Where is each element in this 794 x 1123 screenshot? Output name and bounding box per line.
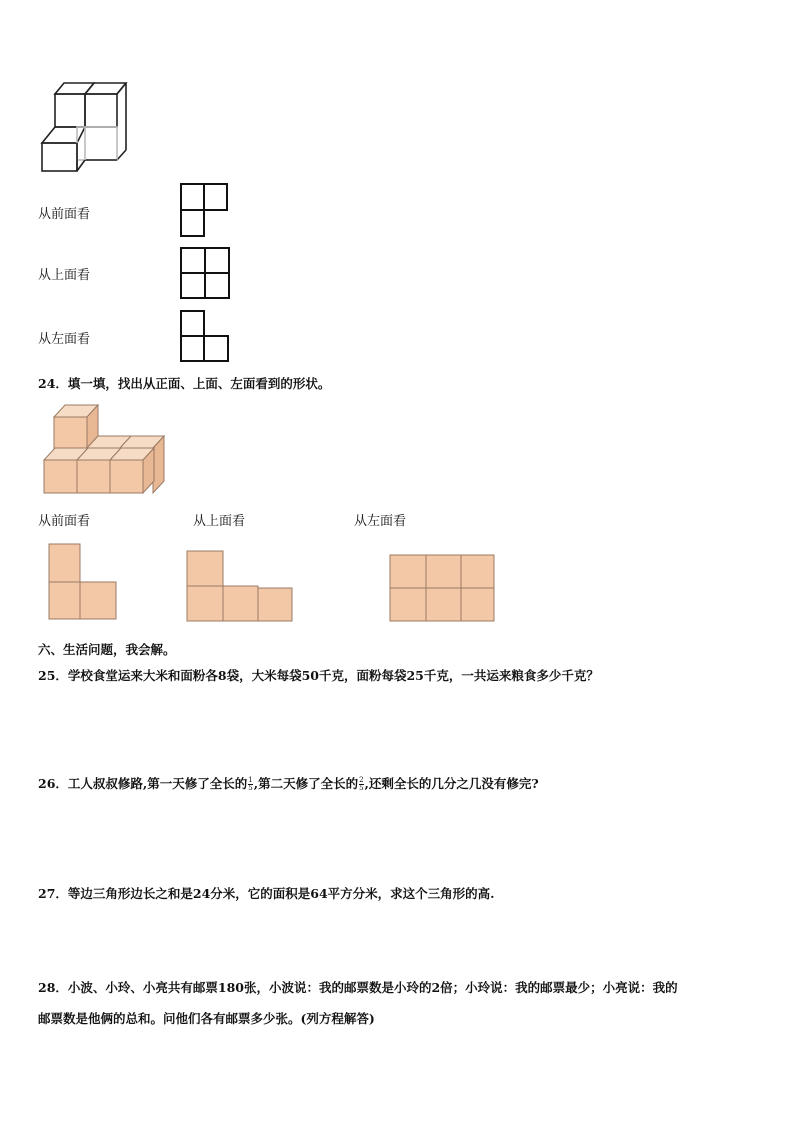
q26-part1: 26．工人叔叔修路,第一天修了全长的 [38,776,248,791]
view-label-top: 从上面看 [38,268,91,283]
question-26 [38,774,539,792]
question-28-line-2: 邮票数是他俩的总和。问他们各有邮票多少张。(列方程解答) [38,1011,375,1026]
section-6-title: 六、生活问题，我会解。 [38,642,176,657]
q26-part2: ,第二天修了全长的 [253,776,359,791]
q26-part3: ,还剩全长的几分之几没有修完? [364,776,539,791]
view-label-front: 从前面看 [38,207,91,222]
q26-fraction-2: $\frac{2}{5}$ [359,776,364,792]
view-label-left: 从左面看 [38,332,91,347]
q24-label-top: 从上面看 [193,514,246,529]
question-25: 25．学校食堂运来大米和面粉各8袋，大米每袋50千克，面粉每袋25千克，一共运来粮食多少千克？ [38,668,599,683]
q26-fraction-1: $\frac{1}{5}$ [248,776,253,792]
question-27: 27．等边三角形边长之和是24分米，它的面积是64平方分米，求这个三角形的高. [38,886,495,901]
question-24: 24．填一填，找出从正面、上面、左面看到的形状。 [38,376,331,391]
q24-label-front: 从前面看 [38,514,91,529]
q24-label-left: 从左面看 [354,514,407,529]
question-28-line-1: 28．小波、小玲、小亮共有邮票180张，小波说：我的邮票数是小玲的2倍；小玲说：我的邮票最少；小亮说：我的 [38,980,678,995]
